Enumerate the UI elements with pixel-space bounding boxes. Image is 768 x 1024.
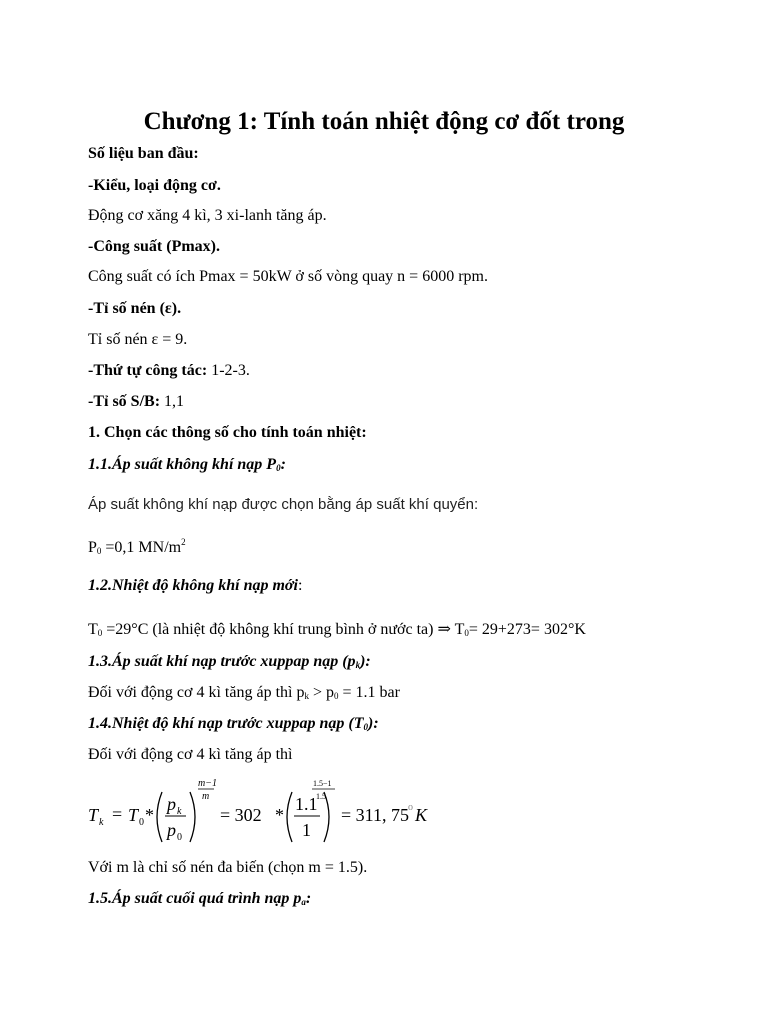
s13-text (88, 683, 400, 702)
sb-ratio-label: -Tỉ số S/B: (88, 393, 161, 410)
formula-p0-sub: 0 (177, 832, 182, 843)
section1-heading: 1. Chọn các thông số cho tính toán nhiệt: (88, 424, 367, 441)
s13-heading-end: ): (360, 653, 371, 670)
formula-exp-den: m (202, 791, 210, 802)
sb-ratio (88, 392, 184, 411)
initial-data-heading: Số liệu ban đầu: (88, 145, 199, 162)
formula-star2: * (275, 805, 284, 825)
formula-star1: * (145, 805, 154, 825)
s14-text: Đối với động cơ 4 kì tăng áp thì (88, 746, 293, 763)
s11-value-num: =0,1 MN/m (101, 539, 182, 556)
s13-text-sub: k (304, 691, 309, 701)
s11-value-sup: 2 (181, 537, 186, 547)
s11-value-sub: 0 (96, 546, 102, 556)
s13-heading-sub: k (355, 660, 361, 670)
s15-heading-text: 1.5.Áp suất cuối quá trình nạp p (88, 890, 302, 907)
s15-heading-sub: a (301, 897, 306, 907)
firing-order (88, 361, 250, 380)
firing-order-label: -Thứ tự công tác: (88, 362, 208, 379)
s13-heading-text: 1.3.Áp suất khí nạp trước xuppap nạp (p (88, 653, 356, 670)
formula-eq3: = 311, 75 (341, 805, 409, 825)
s15-heading (88, 889, 311, 908)
engine-type-heading: -Kiểu, loại động cơ. (88, 177, 221, 194)
s12-t-sub2: 0 (464, 628, 469, 638)
formula-paren-left (157, 792, 162, 842)
s14-heading-sub: 0 (363, 722, 369, 732)
formula-pk: p (167, 794, 176, 814)
power-heading: -Công suất (Pmax). (88, 238, 220, 255)
compression-heading: -Tỉ số nén (ε). (88, 300, 182, 317)
s11-heading-sub: 0 (276, 463, 281, 473)
page-title: Chương 1: Tính toán nhiệt động cơ đốt trong (143, 108, 625, 135)
formula-eq1: = (112, 804, 123, 824)
s12-heading-text: 1.2.Nhiệt độ không khí nạp mới (88, 577, 298, 594)
formula-paren-left2 (287, 792, 292, 842)
formula-exp2-den: 1.5 (316, 792, 326, 801)
formula-tk: T (88, 805, 99, 825)
s12-t-text: =29°C (là nhiệt độ không khí trung bình ở nước ta) ⇒ T (102, 621, 465, 638)
s15-heading-end: : (305, 890, 312, 907)
formula-paren-right (190, 792, 195, 842)
s11-value-p: P (88, 539, 97, 556)
s11-heading-end: : (280, 456, 286, 473)
s12-heading (88, 576, 302, 595)
formula-exp-num: m−1 (198, 778, 217, 789)
s13-text-c: = 1.1 bar (338, 684, 400, 701)
s12-t-result: = 29+273= 302°K (468, 621, 586, 638)
s12-text (88, 620, 586, 639)
s12-heading-end: : (297, 577, 303, 594)
s12-t: T (88, 621, 98, 638)
formula-t0: T (128, 805, 139, 825)
formula-degree: o (408, 802, 413, 813)
s13-text-b: > p (308, 684, 334, 701)
compression-text: Tỉ số nén ε = 9. (88, 331, 188, 348)
s11-heading-text: 1.1.Áp suất không khí nạp P (88, 456, 277, 473)
s13-text-a: Đối với động cơ 4 kì tăng áp thì p (88, 684, 305, 701)
s13-text-sub2: 0 (333, 691, 339, 701)
s14-note: Với m là chỉ số nén đa biến (chọn m = 1.5). (88, 859, 368, 876)
engine-type-text: Động cơ xăng 4 kì, 3 xi-lanh tăng áp. (88, 207, 327, 224)
s11-value (88, 537, 186, 557)
s14-heading-text: 1.4.Nhiệt độ khí nạp trước xuppap nạp (T (88, 715, 364, 732)
formula-pk-sub: k (177, 806, 182, 817)
s11-text: Áp suất không khí nạp được chọn bằng áp suất khí quyển: (88, 496, 479, 513)
formula-num: 1.1 (295, 794, 318, 814)
formula-p0: p (167, 820, 176, 840)
s14-heading-end: ): (368, 715, 379, 732)
s12-t-sub: 0 (97, 628, 103, 638)
firing-order-value: 1-2-3. (207, 362, 250, 379)
s14-heading (88, 714, 379, 733)
formula-tk-sub: k (99, 817, 104, 828)
formula-exp2-num: 1.5−1 (313, 779, 332, 788)
formula-eq2: = 302 (220, 805, 262, 825)
s13-heading (88, 652, 371, 671)
sb-ratio-value: 1,1 (160, 393, 185, 410)
s11-heading (88, 455, 286, 474)
formula-k-unit: K (415, 805, 428, 825)
formula-t0-sub: 0 (139, 817, 144, 828)
formula-den: 1 (302, 820, 311, 840)
power-text: Công suất có ích Pmax = 50kW ở số vòng quay n = 6000 rpm. (88, 268, 488, 285)
temperature-formula (88, 772, 448, 852)
